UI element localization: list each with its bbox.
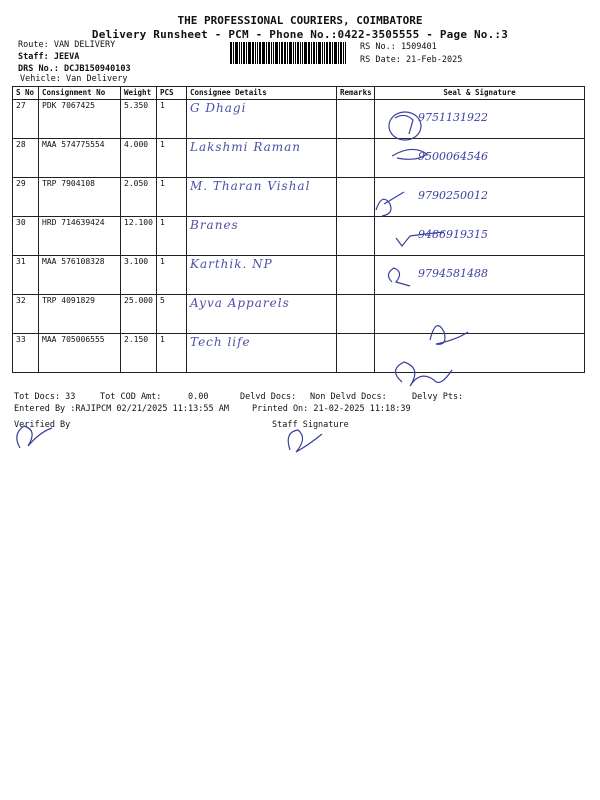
row-sno: 29 [13, 178, 39, 217]
runsheet-subtitle: Delivery Runsheet - PCM - Phone No.:0422-3505555 - Page No.:3 [91, 28, 509, 41]
company-title: THE PROFESSIONAL COURIERS, COIMBATORE [177, 14, 423, 27]
row-weight: 25.000 [121, 295, 157, 334]
row-consignment: PDK 7067425 [39, 100, 121, 139]
row-weight: 3.100 [121, 256, 157, 295]
staff-signature-label: Staff Signature [272, 420, 349, 430]
delvd-docs: Delvd Docs: [240, 392, 297, 402]
handwritten-consignee: G Dhagi [190, 101, 247, 115]
staff-field: Staff: JEEVA [18, 52, 80, 62]
row-weight: 12.100 [121, 217, 157, 256]
row-weight: 2.050 [121, 178, 157, 217]
col-seal: Seal & Signature [375, 87, 585, 100]
row-pcs: 1 [157, 217, 187, 256]
handwritten-consignee: Ayva Apparels [190, 296, 290, 310]
verified-by: Verified By [14, 420, 71, 430]
row-consignment: MAA 705006555 [39, 334, 121, 373]
row-pcs: 1 [157, 256, 187, 295]
row-pcs: 1 [157, 334, 187, 373]
row-sno: 33 [13, 334, 39, 373]
row-consignment: TRP 4091829 [39, 295, 121, 334]
printed-on: Printed On: 21-02-2025 11:18:39 [252, 404, 411, 414]
handwritten-consignee: Karthik. NP [190, 257, 273, 271]
tot-cod-value: 0.00 [188, 392, 209, 402]
drs-field: DRS No.: DCJB150940103 [18, 64, 131, 74]
row-sno: 32 [13, 295, 39, 334]
tot-cod-label: Tot COD Amt: [100, 392, 162, 402]
col-consignment: Consignment No [39, 87, 121, 100]
row-weight: 4.000 [121, 139, 157, 178]
handwritten-phone: 9790250012 [418, 189, 488, 202]
vehicle-field: Vehicle: Van Delivery [20, 74, 128, 84]
row-weight: 5.350 [121, 100, 157, 139]
route-field: Route: VAN DELIVERY [18, 40, 116, 50]
handwritten-consignee: Tech life [190, 335, 251, 349]
non-delvd-docs: Non Delvd Docs: [310, 392, 387, 402]
row-sno: 30 [13, 217, 39, 256]
col-remarks: Remarks [337, 87, 375, 100]
col-weight: Weight [121, 87, 157, 100]
row-consignment: HRD 714639424 [39, 217, 121, 256]
rs-date: RS Date: 21-Feb-2025 [360, 55, 463, 65]
verified-signature [17, 426, 52, 448]
row-consignment: MAA 574775554 [39, 139, 121, 178]
col-consignee: Consignee Details [187, 87, 337, 100]
row-pcs: 1 [157, 100, 187, 139]
row-sno: 27 [13, 100, 39, 139]
row-pcs: 1 [157, 178, 187, 217]
delvy-pts: Delvy Pts: [412, 392, 464, 402]
col-pcs: PCS [157, 87, 187, 100]
tot-docs: Tot Docs: 33 [14, 392, 76, 402]
handwritten-consignee: Branes [190, 218, 239, 232]
row-sno: 28 [13, 139, 39, 178]
handwritten-phone: 9751131922 [418, 111, 488, 124]
row-consignment: MAA 576108328 [39, 256, 121, 295]
staff-signature [288, 430, 322, 452]
handwritten-phone: 9794581488 [418, 267, 488, 280]
rs-number: RS No.: 1509401 [360, 42, 437, 52]
handwritten-phone: 9486919315 [418, 228, 488, 241]
row-pcs: 5 [157, 295, 187, 334]
col-sno: S No [13, 87, 39, 100]
handwritten-consignee: M. Tharan Vishal [190, 179, 311, 193]
entered-by: Entered By :RAJIPCM 02/21/2025 11:13:55 AM [14, 404, 229, 414]
handwritten-phone: 9500064546 [418, 150, 488, 163]
row-weight: 2.150 [121, 334, 157, 373]
row-pcs: 1 [157, 139, 187, 178]
row-sno: 31 [13, 256, 39, 295]
handwritten-consignee: Lakshmi Raman [190, 140, 302, 154]
row-consignment: TRP 7904108 [39, 178, 121, 217]
